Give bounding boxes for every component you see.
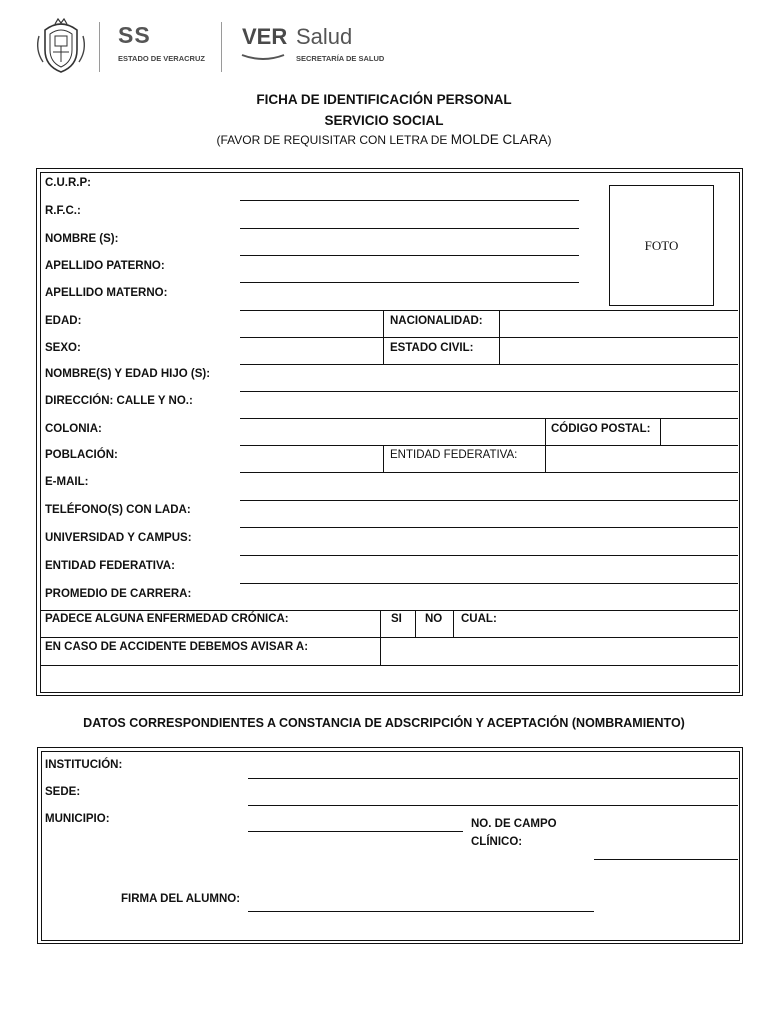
- promedio-label: PROMEDIO DE CARRERA:: [45, 588, 192, 600]
- municipio-field[interactable]: [248, 831, 463, 832]
- apellido-paterno-field[interactable]: [240, 282, 579, 283]
- rfc-label: R.F.C.:: [45, 205, 81, 217]
- salud-subtitle: SECRETARÍA DE SALUD: [296, 54, 385, 63]
- curp-label: C.U.R.P:: [45, 177, 91, 189]
- colonia-label: COLONIA:: [45, 423, 102, 435]
- entidad-federativa-field[interactable]: [240, 583, 738, 584]
- cual-label: CUAL:: [461, 613, 497, 625]
- grid-line: [40, 610, 738, 611]
- grid-line: [499, 310, 500, 364]
- hijos-field[interactable]: [240, 391, 738, 392]
- assignment-frame-inner: [41, 751, 740, 941]
- accidente-label: EN CASO DE ACCIDENTE DEBEMOS AVISAR A:: [45, 641, 309, 653]
- codigo-postal-label: CÓDIGO POSTAL:: [551, 423, 651, 435]
- photo-label: FOTO: [644, 238, 679, 253]
- telefono-field[interactable]: [240, 527, 738, 528]
- ver-swoosh-icon: [240, 52, 286, 62]
- campo-clinico-label-2: CLÍNICO:: [471, 836, 523, 848]
- colonia-field[interactable]: [240, 445, 738, 446]
- poblacion-field[interactable]: [240, 472, 738, 473]
- campo-clinico-label: NO. DE CAMPO: [471, 818, 557, 830]
- nombre-label: NOMBRE (S):: [45, 233, 119, 245]
- section2-title: DATOS CORRESPONDIENTES A CONSTANCIA DE ADSCRIPCIÓN Y ACEPTACIÓN (NOMBRAMIENTO): [83, 716, 685, 730]
- campo-clinico-field[interactable]: [594, 859, 738, 860]
- universidad-label: UNIVERSIDAD Y CAMPUS:: [45, 532, 192, 544]
- photo-box[interactable]: [609, 185, 714, 306]
- grid-line: [660, 418, 661, 445]
- grid-line: [415, 610, 416, 637]
- firma-label: FIRMA DEL ALUMNO:: [121, 893, 241, 905]
- instructions-part: ): [547, 133, 552, 147]
- grid-line: [40, 665, 738, 666]
- instructions-part: (FAVOR DE REQUISITAR CON LETRA DE: [216, 133, 451, 147]
- grid-line: [545, 418, 546, 472]
- grid-line: [383, 445, 384, 472]
- institucion-field[interactable]: [248, 778, 738, 779]
- direccion-field[interactable]: [240, 418, 660, 419]
- edad-label: EDAD:: [45, 315, 82, 327]
- entidad-federativa-label: ENTIDAD FEDERATIVA:: [45, 560, 175, 572]
- hijos-label: NOMBRE(S) Y EDAD HIJO (S):: [45, 368, 211, 380]
- grid-line: [660, 418, 738, 419]
- direccion-label: DIRECCIÓN: CALLE Y NO.:: [45, 395, 193, 407]
- municipio-label: MUNICIPIO:: [45, 813, 110, 825]
- universidad-field[interactable]: [240, 555, 738, 556]
- sede-field[interactable]: [248, 805, 738, 806]
- grid-line: [40, 637, 738, 638]
- curp-field[interactable]: [240, 200, 579, 201]
- sexo-field[interactable]: [240, 364, 738, 365]
- nombre-field[interactable]: [240, 255, 579, 256]
- estado-civil-label: ESTADO CIVIL:: [390, 342, 474, 354]
- instructions-emphasis: MOLDE CLARA: [450, 132, 548, 147]
- veracruz-coat-of-arms-icon: [33, 16, 89, 74]
- header-divider: [99, 22, 100, 72]
- ss-logo-text: SS: [118, 22, 151, 48]
- instructions: [0, 132, 768, 147]
- sexo-label: SEXO:: [45, 342, 81, 354]
- email-label: E-MAIL:: [45, 476, 89, 488]
- ss-subtitle: ESTADO DE VERACRUZ: [118, 54, 205, 63]
- grid-line: [499, 310, 738, 311]
- edad-field[interactable]: [240, 337, 738, 338]
- nacionalidad-label: NACIONALIDAD:: [390, 315, 483, 327]
- apellido-materno-label: APELLIDO MATERNO:: [45, 287, 168, 299]
- entidad-federativa-label: ENTIDAD FEDERATIVA:: [390, 449, 518, 461]
- apellido-paterno-label: APELLIDO PATERNO:: [45, 260, 165, 272]
- si-option[interactable]: SI: [391, 613, 402, 625]
- institucion-label: INSTITUCIÓN:: [45, 759, 123, 771]
- firma-field[interactable]: [248, 911, 594, 912]
- salud-logo-text: Salud: [296, 24, 353, 49]
- grid-line: [453, 610, 454, 637]
- ver-logo-text: VER: [242, 24, 288, 49]
- grid-line: [380, 610, 381, 665]
- enfermedad-label: PADECE ALGUNA ENFERMEDAD CRÓNICA:: [45, 613, 289, 625]
- no-option[interactable]: NO: [425, 613, 443, 625]
- telefono-label: TELÉFONO(S) CON LADA:: [45, 504, 191, 516]
- rfc-field[interactable]: [240, 228, 579, 229]
- document-subtitle: SERVICIO SOCIAL: [324, 113, 444, 128]
- header-divider: [221, 22, 222, 72]
- poblacion-label: POBLACIÓN:: [45, 449, 118, 461]
- document-title: FICHA DE IDENTIFICACIÓN PERSONAL: [256, 92, 512, 107]
- sede-label: SEDE:: [45, 786, 81, 798]
- grid-line: [383, 310, 384, 364]
- email-field[interactable]: [240, 500, 738, 501]
